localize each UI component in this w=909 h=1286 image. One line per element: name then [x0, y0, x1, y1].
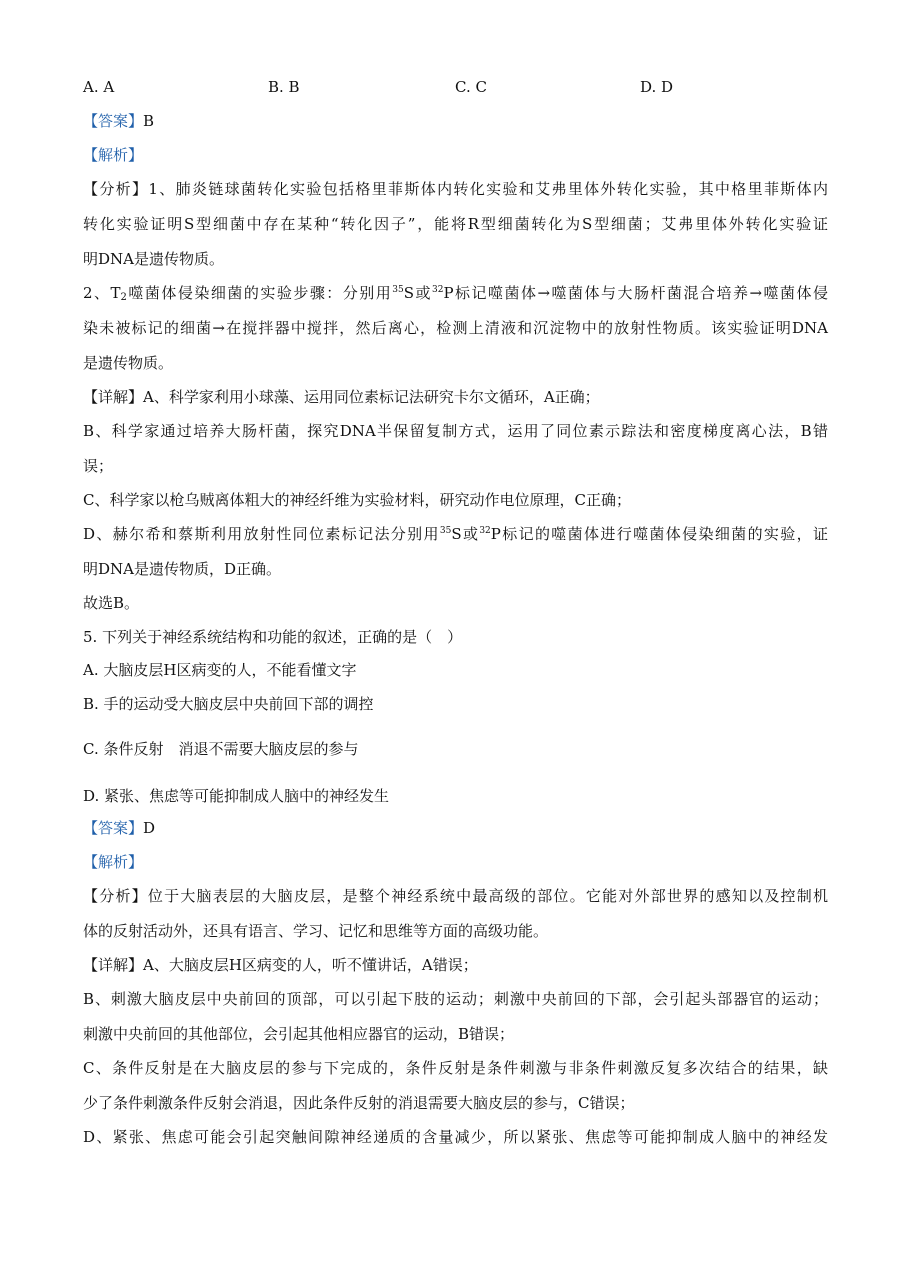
q4-xiangjie-c: C、科学家以枪乌贼离体粗大的神经纤维为实验材料，研究动作电位原理，C正确； — [83, 491, 631, 509]
q4-xiangjie-b-line-2: 误； — [83, 457, 114, 475]
answer-value: D — [143, 819, 156, 837]
xiangjie-tag: 【详解】 — [83, 956, 144, 974]
paragraph-text: 1、肺炎链球菌转化实验包括格里菲斯体内转化实验和艾弗里体外转化实验，其中格里菲斯体内 — [148, 180, 828, 198]
q5-xiangjie-b-line-2: 刺激中央前回的其他部位，会引起其他相应器官的运动，B错误； — [83, 1025, 515, 1043]
text-run: S或 — [451, 525, 480, 543]
q5-fenxi-line-1 — [83, 886, 828, 906]
q5-fenxi-line-2: 体的反射活动外，还具有语言、学习、记忆和思维等方面的高级功能。 — [83, 922, 549, 940]
option-d: D. D — [640, 78, 674, 96]
text-run: P标记噬菌体→噬菌体与大肠杆菌混合培养→噬菌体侵 — [443, 284, 828, 302]
q4-xiangjie-d-line-1 — [83, 524, 828, 544]
q5-xiangjie-d-line-1: D、紧张、焦虑可能会引起突触间隙神经递质的含量减少，所以紧张、焦虑等可能抑制成人脑中的神经发 — [83, 1128, 828, 1146]
q4-xiangjie-d-line-2: 明DNA是遗传物质，D正确。 — [83, 560, 282, 578]
paragraph-text: A、大脑皮层H区病变的人，听不懂讲话，A错误； — [143, 956, 478, 974]
q4-p2-line-1 — [83, 283, 828, 303]
subscript: 2 — [120, 292, 127, 303]
superscript: 32 — [479, 526, 491, 536]
text-run: P标记的噬菌体进行噬菌体侵染细菌的实验，证 — [490, 525, 828, 543]
q4-answer-line — [83, 111, 828, 131]
q5-option-c: C. 条件反射 消退不需要大脑皮层的参与 — [83, 740, 359, 758]
option-c: C. C — [455, 78, 487, 96]
q5-xiangjie-b-line-1: B、刺激大脑皮层中央前回的顶部，可以引起下肢的运动；刺激中央前回的下部，会引起头部器官的运动； — [83, 990, 828, 1008]
xiangjie-tag: 【详解】 — [83, 388, 144, 406]
superscript: 35 — [392, 285, 404, 295]
q4-fenxi-line-1 — [83, 179, 828, 199]
q5-xiangjie-c-line-1: C、条件反射是在大脑皮层的参与下完成的，条件反射是条件刺激与非条件刺激反复多次结合的结果，缺 — [83, 1059, 828, 1077]
analysis-tag: 【解析】 — [83, 146, 144, 164]
superscript: 35 — [439, 526, 452, 536]
answer-value: B — [143, 112, 155, 130]
text-run: S或 — [403, 284, 432, 302]
answer-tag: 【答案】 — [83, 112, 144, 130]
q5-option-a: A. 大脑皮层H区病变的人，不能看懂文字 — [83, 661, 357, 679]
q4-xiangjie-b-line-1: B、科学家通过培养大肠杆菌，探究DNA半保留复制方式，运用了同位素示踪法和密度梯度离心法，B错 — [83, 422, 828, 440]
q5-xiangjie-c-line-2: 少了条件刺激条件反射会消退，因此条件反射的消退需要大脑皮层的参与，C错误； — [83, 1094, 635, 1112]
text-run: 噬菌体侵染细菌的实验步骤：分别用 — [126, 284, 393, 302]
q4-fenxi-line-2: 转化实验证明S型细菌中存在某种“转化因子”，能将R型细菌转化为S型细菌；艾弗里体外转化实验证 — [83, 215, 828, 233]
answer-tag: 【答案】 — [83, 819, 144, 837]
analysis-tag: 【解析】 — [83, 853, 144, 871]
q4-p2-line-2: 染未被标记的细菌→在搅拌器中搅拌，然后离心，检测上清液和沉淀物中的放射性物质。该实验证明DNA — [83, 319, 828, 337]
q5-stem: 5. 下列关于神经系统结构和功能的叙述，正确的是（ ） — [83, 628, 463, 646]
fenxi-tag: 【分析】 — [83, 180, 149, 198]
q5-option-b: B. 手的运动受大脑皮层中央前回下部的调控 — [83, 695, 374, 713]
text-run: D、赫尔希和蔡斯利用放射性同位素标记法分别用 — [83, 525, 440, 543]
text-run: 2、T — [83, 284, 121, 302]
option-b: B. B — [268, 78, 300, 96]
q4-conclusion: 故选B。 — [83, 594, 140, 612]
superscript: 32 — [432, 285, 444, 295]
q5-option-d: D. 紧张、焦虑等可能抑制成人脑中的神经发生 — [83, 787, 390, 805]
fenxi-tag: 【分析】 — [83, 887, 148, 905]
q5-xiangjie-a — [83, 955, 828, 975]
q5-answer-line — [83, 818, 828, 838]
q4-xiangjie-a — [83, 387, 828, 407]
q4-fenxi-line-3: 明DNA是遗传物质。 — [83, 250, 224, 268]
q4-p2-line-3: 是遗传物质。 — [83, 354, 174, 372]
paragraph-text: A、科学家利用小球藻、运用同位素标记法研究卡尔文循环，A正确； — [143, 388, 600, 406]
option-a: A. A — [83, 78, 115, 96]
paragraph-text: 位于大脑表层的大脑皮层，是整个神经系统中最高级的部位。它能对外部世界的感知以及控制机 — [147, 887, 828, 905]
